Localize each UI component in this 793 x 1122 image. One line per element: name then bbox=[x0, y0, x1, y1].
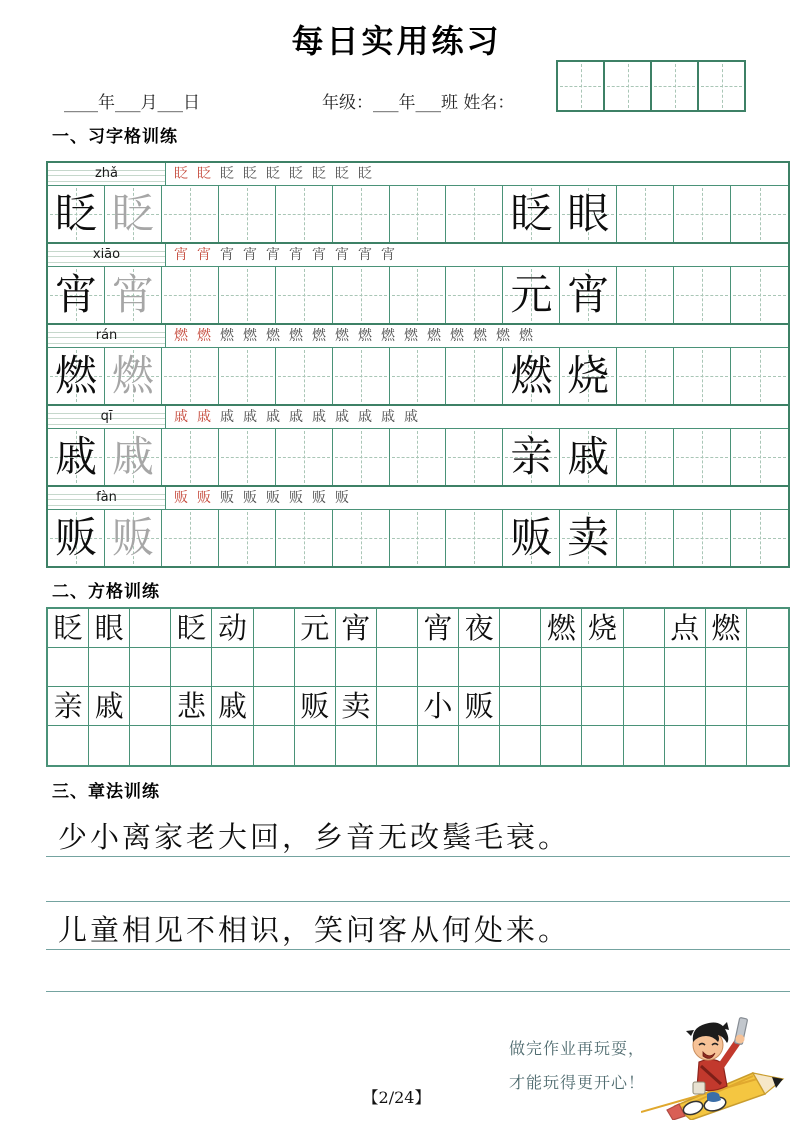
square-character: 贩 bbox=[464, 688, 494, 723]
square-cell bbox=[130, 609, 171, 648]
practice-cell bbox=[48, 348, 105, 404]
square-cell bbox=[295, 687, 336, 726]
practice-cell bbox=[276, 348, 333, 404]
word-character: 贩 bbox=[510, 513, 553, 562]
stroke-step-glyph: 宵 bbox=[335, 247, 349, 263]
square-cell bbox=[89, 726, 130, 765]
sentence-line-2: 儿童相见不相识，笑问客从何处来。 bbox=[58, 913, 571, 947]
stroke-step-glyph: 燃 bbox=[358, 328, 372, 344]
pinyin-box bbox=[48, 406, 166, 428]
square-cell bbox=[624, 609, 665, 648]
section-three-heading: 三、章法训练 bbox=[52, 782, 160, 802]
square-cell bbox=[665, 609, 706, 648]
square-cell bbox=[48, 648, 89, 687]
square-cell bbox=[706, 687, 747, 726]
stroke-step-glyph: 眨 bbox=[289, 166, 303, 182]
practice-cell bbox=[48, 510, 105, 566]
writing-line-2 bbox=[46, 901, 790, 902]
square-grid bbox=[46, 607, 790, 767]
square-character: 卖 bbox=[341, 688, 371, 723]
practice-cell bbox=[617, 186, 674, 242]
square-character: 动 bbox=[217, 610, 247, 645]
square-cell bbox=[500, 609, 541, 648]
practice-cell bbox=[333, 348, 390, 404]
square-cell bbox=[130, 687, 171, 726]
practice-cell bbox=[219, 348, 276, 404]
name-grid-cell bbox=[652, 62, 699, 110]
practice-cell bbox=[503, 186, 560, 242]
practice-cell bbox=[276, 186, 333, 242]
practice-cell bbox=[333, 267, 390, 323]
practice-cell bbox=[446, 429, 503, 485]
stroke-step-glyph: 眨 bbox=[335, 166, 349, 182]
square-cell bbox=[459, 687, 500, 726]
stroke-step-glyph: 眨 bbox=[266, 166, 280, 182]
square-cell bbox=[747, 726, 788, 765]
square-character: 烧 bbox=[587, 610, 617, 645]
stroke-order-strip bbox=[166, 163, 788, 185]
square-cell bbox=[418, 726, 459, 765]
practice-cell bbox=[617, 348, 674, 404]
trace-character: 戚 bbox=[111, 432, 154, 481]
square-character: 夜 bbox=[464, 610, 494, 645]
pinyin-label: zhǎ bbox=[94, 166, 119, 181]
square-cell bbox=[377, 687, 418, 726]
stroke-step-glyph: 宵 bbox=[197, 247, 211, 263]
stroke-step-glyph: 戚 bbox=[358, 409, 372, 425]
stroke-step-glyph: 眨 bbox=[220, 166, 234, 182]
practice-cell bbox=[105, 348, 162, 404]
square-character: 悲 bbox=[176, 688, 206, 723]
trace-character: 燃 bbox=[111, 351, 154, 400]
stroke-step-glyph: 戚 bbox=[220, 409, 234, 425]
square-cell bbox=[336, 648, 377, 687]
stroke-step-glyph: 贩 bbox=[220, 490, 234, 506]
stroke-step-glyph: 宵 bbox=[220, 247, 234, 263]
practice-block bbox=[48, 487, 788, 566]
practice-cell bbox=[674, 510, 731, 566]
square-cell bbox=[48, 687, 89, 726]
stroke-step-glyph: 贩 bbox=[174, 490, 188, 506]
practice-cell bbox=[162, 267, 219, 323]
practice-cell bbox=[333, 186, 390, 242]
square-cell bbox=[212, 609, 253, 648]
square-cell bbox=[747, 687, 788, 726]
practice-grid-row bbox=[48, 267, 788, 323]
square-cell bbox=[706, 648, 747, 687]
square-character: 燃 bbox=[546, 610, 576, 645]
stroke-step-glyph: 燃 bbox=[289, 328, 303, 344]
square-cell bbox=[624, 687, 665, 726]
writing-line-4 bbox=[46, 991, 790, 992]
square-cell bbox=[254, 687, 295, 726]
stroke-step-glyph: 宵 bbox=[266, 247, 280, 263]
practice-cell bbox=[446, 186, 503, 242]
square-cell bbox=[541, 648, 582, 687]
name-grid bbox=[556, 60, 746, 112]
model-character: 宵 bbox=[54, 270, 97, 319]
practice-cell bbox=[560, 510, 617, 566]
pinyin-stroke-strip bbox=[48, 487, 788, 510]
pinyin-label: qī bbox=[100, 409, 113, 424]
square-character: 点 bbox=[670, 610, 700, 645]
model-character: 戚 bbox=[54, 432, 97, 481]
stroke-step-glyph: 戚 bbox=[197, 409, 211, 425]
stroke-step-glyph: 宵 bbox=[381, 247, 395, 263]
practice-cell bbox=[48, 186, 105, 242]
square-character: 小 bbox=[423, 688, 453, 723]
stroke-step-glyph: 戚 bbox=[174, 409, 188, 425]
square-cell bbox=[500, 726, 541, 765]
square-cell bbox=[459, 726, 500, 765]
square-cell bbox=[706, 609, 747, 648]
square-cell bbox=[130, 648, 171, 687]
practice-cell bbox=[617, 510, 674, 566]
square-cell bbox=[295, 726, 336, 765]
square-cell bbox=[171, 648, 212, 687]
stroke-step-glyph: 燃 bbox=[266, 328, 280, 344]
square-cell bbox=[254, 648, 295, 687]
square-character: 贩 bbox=[300, 688, 330, 723]
practice-cell bbox=[731, 510, 788, 566]
practice-cell bbox=[48, 267, 105, 323]
stroke-order-strip bbox=[166, 406, 788, 428]
model-character: 眨 bbox=[54, 189, 97, 238]
practice-cell bbox=[105, 510, 162, 566]
practice-cell bbox=[674, 348, 731, 404]
practice-cell bbox=[731, 429, 788, 485]
square-cell bbox=[665, 648, 706, 687]
stroke-step-glyph: 燃 bbox=[197, 328, 211, 344]
square-cell bbox=[295, 648, 336, 687]
square-cell bbox=[747, 609, 788, 648]
practice-cell bbox=[503, 429, 560, 485]
practice-cell bbox=[105, 267, 162, 323]
stroke-step-glyph: 燃 bbox=[335, 328, 349, 344]
practice-cell bbox=[276, 510, 333, 566]
stroke-step-glyph: 眨 bbox=[312, 166, 326, 182]
stroke-step-glyph: 贩 bbox=[335, 490, 349, 506]
stroke-step-glyph: 燃 bbox=[381, 328, 395, 344]
stroke-step-glyph: 眨 bbox=[197, 166, 211, 182]
pinyin-box bbox=[48, 244, 166, 266]
pinyin-label: xiāo bbox=[92, 247, 121, 262]
practice-cell bbox=[390, 510, 447, 566]
stroke-step-glyph: 戚 bbox=[289, 409, 303, 425]
section-one-heading: 一、习字格训练 bbox=[52, 127, 178, 147]
practice-cell bbox=[390, 267, 447, 323]
date-line: ____年___月___日 bbox=[64, 93, 200, 113]
stroke-step-glyph: 燃 bbox=[496, 328, 510, 344]
practice-cell bbox=[162, 510, 219, 566]
grade-name-line: 年级：___年___班 姓名： bbox=[322, 93, 515, 113]
square-cell bbox=[459, 609, 500, 648]
pinyin-stroke-strip bbox=[48, 325, 788, 348]
stroke-step-glyph: 燃 bbox=[450, 328, 464, 344]
square-cell bbox=[418, 648, 459, 687]
square-cell bbox=[747, 648, 788, 687]
practice-cell bbox=[105, 186, 162, 242]
word-character: 眼 bbox=[567, 189, 610, 238]
practice-cell bbox=[503, 267, 560, 323]
square-cell bbox=[624, 648, 665, 687]
square-cell bbox=[171, 609, 212, 648]
square-cell bbox=[254, 726, 295, 765]
stroke-step-glyph: 燃 bbox=[312, 328, 326, 344]
square-cell bbox=[541, 687, 582, 726]
practice-cell bbox=[446, 267, 503, 323]
practice-block bbox=[48, 163, 788, 244]
square-cell bbox=[48, 609, 89, 648]
practice-cell bbox=[560, 348, 617, 404]
square-cell bbox=[212, 687, 253, 726]
square-character: 戚 bbox=[217, 688, 247, 723]
square-cell bbox=[89, 687, 130, 726]
square-cell bbox=[336, 609, 377, 648]
stroke-step-glyph: 戚 bbox=[266, 409, 280, 425]
square-cell bbox=[295, 609, 336, 648]
stroke-step-glyph: 燃 bbox=[404, 328, 418, 344]
stroke-step-glyph: 宵 bbox=[174, 247, 188, 263]
practice-cell bbox=[674, 267, 731, 323]
square-cell bbox=[418, 609, 459, 648]
sentence-line-1: 少小离家老大回，乡音无改鬓毛衰。 bbox=[58, 820, 571, 854]
stroke-step-glyph: 戚 bbox=[404, 409, 418, 425]
stroke-step-glyph: 燃 bbox=[427, 328, 441, 344]
pinyin-label: fàn bbox=[96, 490, 117, 505]
square-character: 眼 bbox=[94, 610, 124, 645]
practice-cell bbox=[617, 429, 674, 485]
square-character: 戚 bbox=[94, 688, 124, 723]
pinyin-stroke-strip bbox=[48, 244, 788, 267]
practice-cell bbox=[276, 267, 333, 323]
square-cell bbox=[500, 687, 541, 726]
practice-block bbox=[48, 325, 788, 406]
practice-cell bbox=[503, 510, 560, 566]
pinyin-box bbox=[48, 487, 166, 509]
stroke-step-glyph: 燃 bbox=[174, 328, 188, 344]
writing-line-1 bbox=[46, 856, 790, 857]
name-grid-cell bbox=[558, 62, 605, 110]
practice-cell bbox=[731, 348, 788, 404]
practice-cell bbox=[560, 186, 617, 242]
practice-cell bbox=[731, 267, 788, 323]
stroke-order-strip bbox=[166, 325, 788, 347]
boy-riding-pencil-illustration bbox=[641, 1016, 791, 1120]
stroke-step-glyph: 宵 bbox=[243, 247, 257, 263]
stroke-step-glyph: 眨 bbox=[358, 166, 372, 182]
stroke-order-strip bbox=[166, 487, 788, 509]
square-cell bbox=[665, 726, 706, 765]
word-character: 宵 bbox=[567, 270, 610, 319]
practice-cell bbox=[219, 186, 276, 242]
square-cell bbox=[130, 726, 171, 765]
stroke-step-glyph: 燃 bbox=[473, 328, 487, 344]
word-character: 元 bbox=[510, 270, 553, 319]
square-character: 眨 bbox=[176, 610, 206, 645]
square-cell bbox=[171, 687, 212, 726]
square-cell bbox=[212, 648, 253, 687]
section-two-heading: 二、方格训练 bbox=[52, 582, 160, 602]
pinyin-box bbox=[48, 325, 166, 347]
practice-grid-row bbox=[48, 429, 788, 485]
stroke-step-glyph: 燃 bbox=[519, 328, 533, 344]
stroke-step-glyph: 宵 bbox=[289, 247, 303, 263]
pinyin-label: rán bbox=[95, 328, 118, 343]
square-character: 燃 bbox=[711, 610, 741, 645]
stroke-step-glyph: 眨 bbox=[174, 166, 188, 182]
word-character: 卖 bbox=[567, 513, 610, 562]
practice-cell bbox=[162, 429, 219, 485]
pinyin-box bbox=[48, 163, 166, 185]
trace-character: 眨 bbox=[111, 189, 154, 238]
square-cell bbox=[377, 648, 418, 687]
stroke-step-glyph: 贩 bbox=[312, 490, 326, 506]
practice-cell bbox=[446, 510, 503, 566]
square-cell bbox=[48, 726, 89, 765]
name-grid-cell bbox=[605, 62, 652, 110]
square-cell bbox=[89, 609, 130, 648]
stroke-step-glyph: 戚 bbox=[381, 409, 395, 425]
square-cell bbox=[89, 648, 130, 687]
page-title: 每日实用练习 bbox=[291, 22, 502, 60]
practice-block bbox=[48, 244, 788, 325]
practice-cell bbox=[333, 429, 390, 485]
square-cell bbox=[582, 687, 623, 726]
practice-cell bbox=[162, 186, 219, 242]
square-cell bbox=[624, 726, 665, 765]
pinyin-stroke-strip bbox=[48, 406, 788, 429]
motto-line-1: 做完作业再玩耍， bbox=[508, 1039, 645, 1058]
square-cell bbox=[336, 687, 377, 726]
square-cell bbox=[171, 726, 212, 765]
square-character: 宵 bbox=[423, 610, 453, 645]
square-character: 宵 bbox=[341, 610, 371, 645]
square-cell bbox=[665, 687, 706, 726]
practice-cell bbox=[560, 267, 617, 323]
practice-cell bbox=[105, 429, 162, 485]
stroke-step-glyph: 戚 bbox=[312, 409, 326, 425]
square-cell bbox=[582, 648, 623, 687]
practice-grid-row bbox=[48, 510, 788, 566]
practice-cell bbox=[674, 429, 731, 485]
stroke-step-glyph: 戚 bbox=[243, 409, 257, 425]
practice-cell bbox=[219, 429, 276, 485]
page-number: 【2/24】 bbox=[362, 1088, 431, 1107]
stroke-step-glyph: 贩 bbox=[197, 490, 211, 506]
model-character: 贩 bbox=[54, 513, 97, 562]
practice-cell bbox=[219, 267, 276, 323]
practice-grid-row bbox=[48, 186, 788, 242]
name-grid-cell bbox=[699, 62, 744, 110]
stroke-step-glyph: 宵 bbox=[312, 247, 326, 263]
word-character: 戚 bbox=[567, 432, 610, 481]
practice-cell bbox=[674, 186, 731, 242]
practice-cell bbox=[390, 186, 447, 242]
square-character: 元 bbox=[300, 610, 330, 645]
square-cell bbox=[500, 648, 541, 687]
word-character: 眨 bbox=[510, 189, 553, 238]
model-character: 燃 bbox=[54, 351, 97, 400]
practice-grid-row bbox=[48, 348, 788, 404]
square-cell bbox=[541, 726, 582, 765]
practice-cell bbox=[731, 186, 788, 242]
trace-character: 宵 bbox=[111, 270, 154, 319]
practice-cell bbox=[333, 510, 390, 566]
trace-character: 贩 bbox=[111, 513, 154, 562]
practice-cell bbox=[446, 348, 503, 404]
square-character: 亲 bbox=[53, 688, 83, 723]
square-cell bbox=[541, 609, 582, 648]
writing-line-3 bbox=[46, 949, 790, 950]
stroke-step-glyph: 眨 bbox=[243, 166, 257, 182]
practice-cell bbox=[276, 429, 333, 485]
word-character: 亲 bbox=[510, 432, 553, 481]
square-cell bbox=[582, 609, 623, 648]
square-cell bbox=[706, 726, 747, 765]
stroke-step-glyph: 贩 bbox=[289, 490, 303, 506]
practice-cell bbox=[162, 348, 219, 404]
pinyin-stroke-strip bbox=[48, 163, 788, 186]
square-cell bbox=[582, 726, 623, 765]
word-character: 燃 bbox=[510, 351, 553, 400]
square-cell bbox=[212, 726, 253, 765]
practice-cell bbox=[617, 267, 674, 323]
stroke-step-glyph: 燃 bbox=[243, 328, 257, 344]
stroke-step-glyph: 贩 bbox=[266, 490, 280, 506]
practice-cell bbox=[560, 429, 617, 485]
square-character: 眨 bbox=[53, 610, 83, 645]
practice-cell bbox=[48, 429, 105, 485]
stroke-step-glyph: 宵 bbox=[358, 247, 372, 263]
square-cell bbox=[377, 609, 418, 648]
practice-cell bbox=[390, 429, 447, 485]
square-cell bbox=[377, 726, 418, 765]
practice-cell bbox=[390, 348, 447, 404]
square-cell bbox=[336, 726, 377, 765]
stroke-order-strip bbox=[166, 244, 788, 266]
stroke-step-glyph: 戚 bbox=[335, 409, 349, 425]
word-character: 烧 bbox=[567, 351, 610, 400]
square-cell bbox=[254, 609, 295, 648]
motto-line-2: 才能玩得更开心！ bbox=[508, 1073, 645, 1092]
square-cell bbox=[418, 687, 459, 726]
practice-table bbox=[46, 161, 790, 568]
practice-block bbox=[48, 406, 788, 487]
stroke-step-glyph: 燃 bbox=[220, 328, 234, 344]
stroke-step-glyph: 贩 bbox=[243, 490, 257, 506]
practice-cell bbox=[219, 510, 276, 566]
square-cell bbox=[459, 648, 500, 687]
practice-cell bbox=[503, 348, 560, 404]
